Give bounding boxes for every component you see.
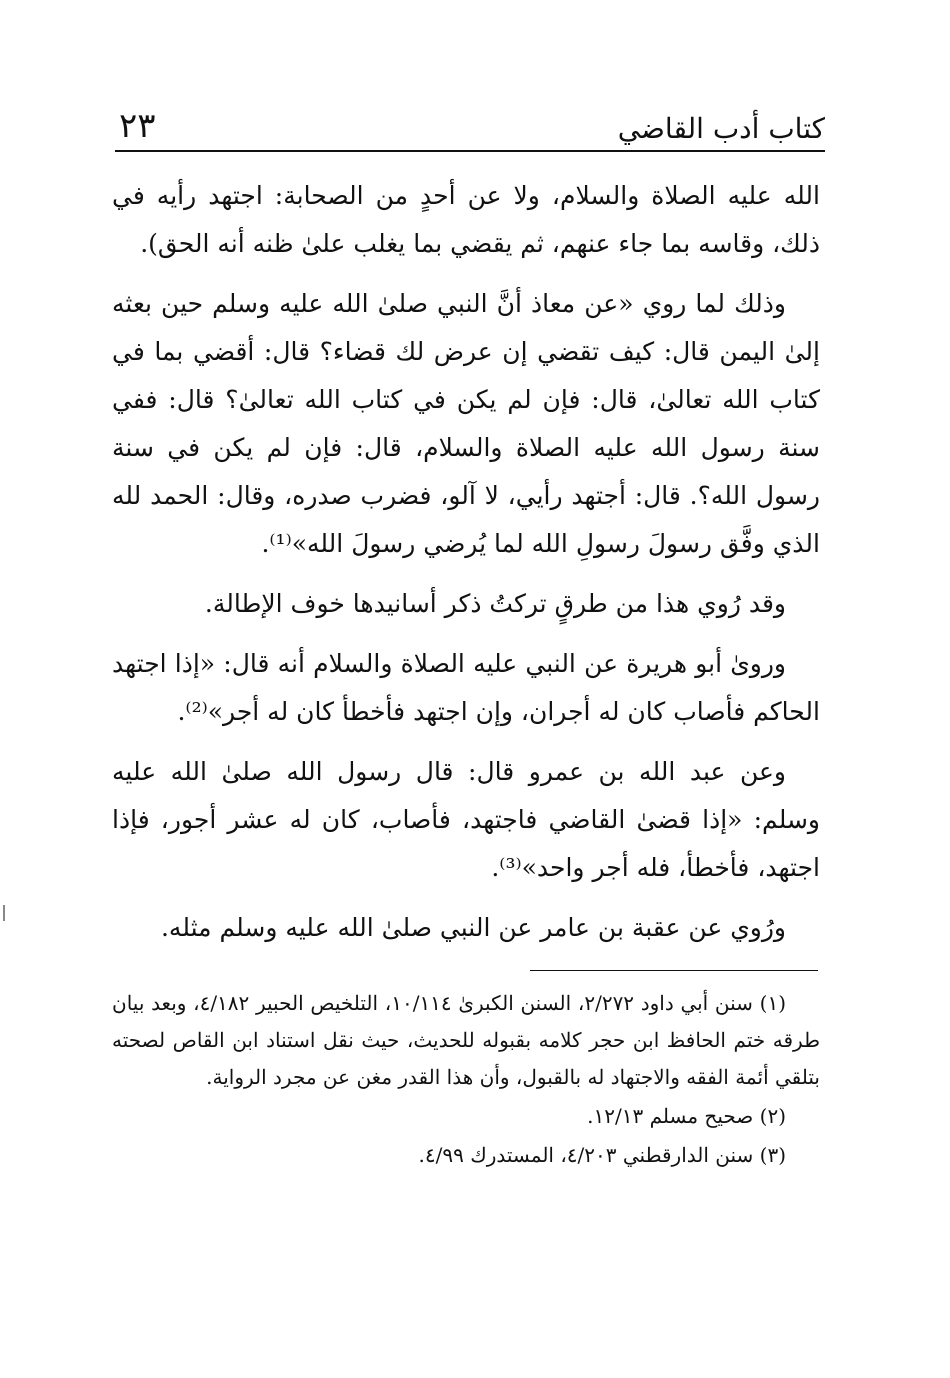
- paragraph-4: وروىٰ أبو هريرة عن النبي عليه الصلاة والسلام أنه قال: «إذا اجتهد الحاكم فأصاب كان له أجران، وإن اجتهد فأخطأ كان له أجر»⁽²⁾.: [112, 649, 820, 726]
- paragraph-3: وقد رُوي هذا من طرقٍ تركتُ ذكر أسانيدها خوف الإطالة.: [204, 589, 786, 618]
- footnote-1: (١) سنن أبي داود ٢/٢٧٢، السنن الكبرىٰ ١٠/١١٤، التلخيص الحبير ٤/١٨٢، وبعد بيان طرقه ختم الحافظ ابن حجر كلامه بقبوله للحديث، حيث نقل استناد ابن القاص لصحته بتلقي أئمة الفقه والاجتهاد له بالقبول، وأن هذا القدر مغن عن مجرد الرواية.: [112, 991, 820, 1089]
- scan-edge-mark: [3, 905, 5, 921]
- main-text: [112, 172, 820, 964]
- header-rule: [115, 150, 825, 152]
- running-title: كتاب أدب القاضي: [617, 112, 825, 145]
- paragraph-5: وعن عبد الله بن عمرو قال: قال رسول الله صلىٰ الله عليه وسلم: «إذا قضىٰ القاضي فاجتهد، فأصاب، كان له عشر أجور، فإذا اجتهد، فأخطأ، فله أجر واحد»⁽³⁾.: [112, 757, 820, 882]
- footnote-2: (٢) صحيح مسلم ١٢/١٣.: [587, 1104, 786, 1128]
- footnote-separator: [530, 970, 818, 971]
- page-header: [115, 100, 825, 152]
- paragraph-1: الله عليه الصلاة والسلام، ولا عن أحدٍ من الصحابة: اجتهد رأيه في ذلك، وقاسه بما جاء عنهم، ثم يقضي بما يغلب علىٰ ظنه أنه الحق).: [112, 181, 820, 258]
- footnotes: [112, 985, 820, 1174]
- paragraph-6: ورُوي عن عقبة بن عامر عن النبي صلىٰ الله عليه وسلم مثله.: [160, 913, 786, 942]
- footnote-3: (٣) سنن الدارقطني ٤/٢٠٣، المستدرك ٤/٩٩.: [418, 1143, 786, 1167]
- page-number: ٢٣: [119, 106, 156, 146]
- paragraph-2: وذلك لما روي «عن معاذ أنَّ النبي صلىٰ الله عليه وسلم حين بعثه إلىٰ اليمن قال: كيف تقضي إن عرض لك قضاء؟ قال: أقضي بما في كتاب الله تعالىٰ، قال: فإن لم يكن في كتاب الله تعالىٰ؟ قال: ففي سنة رسول الله عليه الصلاة والسلام، قال: فإن لم يكن في سنة رسول الله؟. قال: أجتهد رأيي، لا آلو، فضرب صدره، وقال: الحمد لله الذي وفَّق رسولَ رسولِ الله لما يُرضي رسولَ الله»⁽¹⁾.: [112, 289, 820, 558]
